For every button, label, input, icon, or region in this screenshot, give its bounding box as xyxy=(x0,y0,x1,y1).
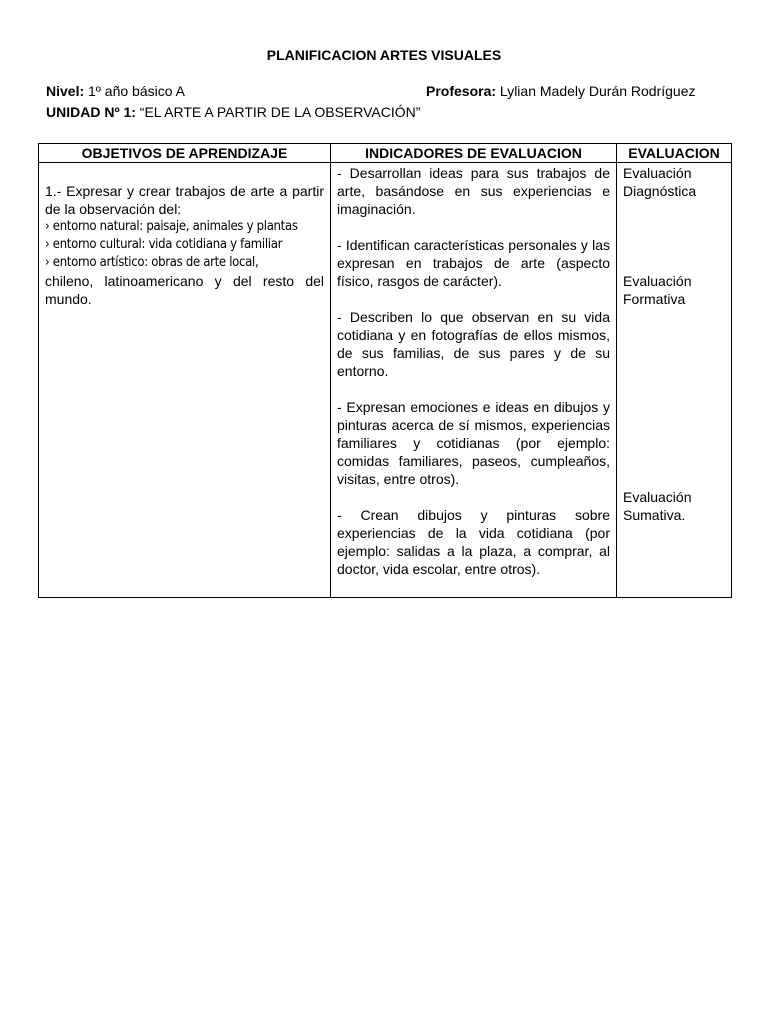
objective-item: › entorno artístico: obras de arte local, xyxy=(45,255,259,270)
header-row xyxy=(46,82,726,100)
nivel-value: 1º año básico A xyxy=(84,83,185,99)
evaluation-sumativa: Evaluación Sumativa. xyxy=(623,489,692,523)
objectives-cell xyxy=(39,163,331,598)
unidad-label: UNIDAD Nº 1: xyxy=(46,104,136,120)
document-title: PLANIFICACION ARTES VISUALES xyxy=(266,47,502,63)
header-indicadores: INDICADORES DE EVALUACION xyxy=(331,144,617,163)
evaluations-cell xyxy=(617,163,732,598)
objective-item: › entorno cultural: vida cotidiana y familiar xyxy=(45,237,283,252)
indicators-cell xyxy=(331,163,617,598)
nivel-label: Nivel: xyxy=(46,83,85,99)
objective-tail: chileno, latinoamericano y del resto del mundo. xyxy=(45,273,324,307)
planning-table xyxy=(38,143,732,598)
indicator-item: - Crean dibujos y pinturas sobre experiencias de la vida cotidiana (por ejemplo: salidas a la plaza, a comprar, al doctor, vida escolar, entre otros). xyxy=(337,507,610,577)
evaluation-diagnostica: Evaluación Diagnóstica xyxy=(623,165,697,199)
header-objetivos: OBJETIVOS DE APRENDIZAJE xyxy=(39,144,331,163)
profesora-value: Lylian Madely Durán Rodríguez xyxy=(496,83,696,99)
indicator-item: - Desarrollan ideas para sus trabajos de arte, basándose en sus experiencias e imaginación. xyxy=(337,165,610,217)
header-evaluacion: EVALUACION xyxy=(617,144,732,163)
table-header-row xyxy=(39,144,732,163)
nivel xyxy=(46,83,185,99)
objective-intro: 1.- Expresar y crear trabajos de arte a partir de la observación del: xyxy=(45,183,324,217)
indicator-item: - Describen lo que observan en su vida cotidiana y en fotografías de ellos mismos, de sus familias, de sus pares y de su entorno. xyxy=(337,309,610,379)
indicator-item: - Expresan emociones e ideas en dibujos y pinturas acerca de sí mismos, experiencias familiares y cotidianas (por ejemplo: comidas familiares, paseos, cumpleaños, visitas, entre otros). xyxy=(337,399,610,487)
profesora xyxy=(426,82,696,100)
evaluation-formativa: Evaluación Formativa xyxy=(623,273,692,307)
objective-item: › entorno natural: paisaje, animales y plantas xyxy=(45,219,298,234)
unidad xyxy=(46,103,420,121)
indicator-item: - Identifican características personales y las expresan en trabajos de arte (aspecto físico, rasgos de carácter). xyxy=(337,237,610,289)
table-row xyxy=(39,163,732,598)
profesora-label: Profesora: xyxy=(426,83,497,99)
unidad-value: “EL ARTE A PARTIR DE LA OBSERVACIÓN” xyxy=(135,104,421,120)
